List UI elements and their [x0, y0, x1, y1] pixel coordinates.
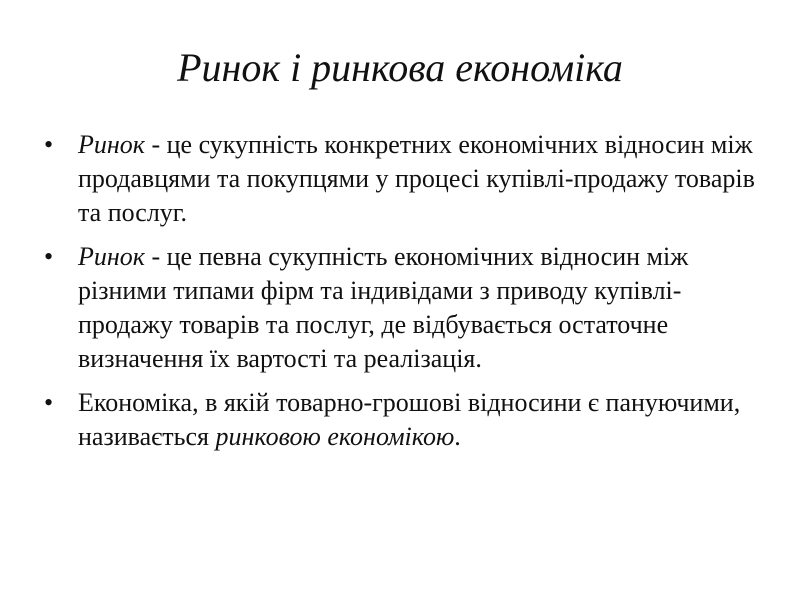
- bullet-text-end: .: [454, 422, 461, 451]
- bullet-item: [40, 386, 760, 454]
- bullet-item: [40, 128, 760, 230]
- bullet-text: Економіка, в якій товарно-грошові відносини є пануючими, називається: [78, 388, 741, 451]
- bullet-term: ринковою економікою: [215, 422, 455, 451]
- bullet-term: Ринок: [78, 242, 145, 271]
- slide-title: Ринок і ринкова економіка: [177, 45, 623, 90]
- bullet-list: [40, 128, 760, 464]
- bullet-text: - це сукупність конкретних економічних відносин між продавцями та покупцями у процесі купівлі-продажу товарів та послуг.: [78, 130, 755, 227]
- bullet-term: Ринок: [78, 130, 145, 159]
- bullet-item: [40, 240, 760, 376]
- bullet-text: - це певна сукупність економічних відносин між різними типами фірм та індивідами з приводу купівлі-продажу товарів та послуг, де відбувається остаточне визначення їх вартості та реалізація.: [78, 242, 689, 373]
